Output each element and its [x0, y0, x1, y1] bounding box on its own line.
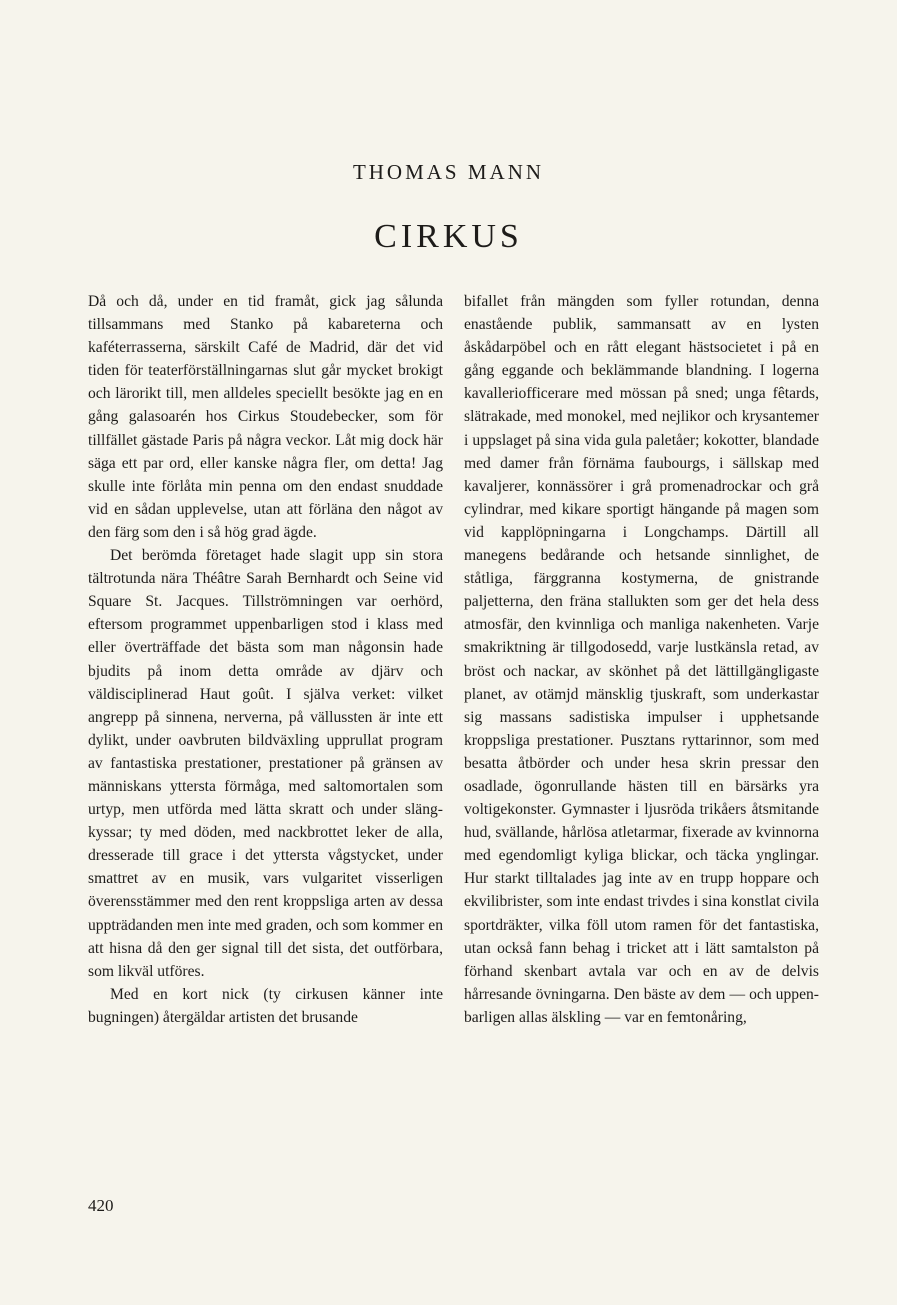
- paragraph: Då och då, under en tid framåt, gick jag sålunda tillsammans med Stanko på kabareterna och kaféterrasserna, särskilt Café de Madrid, där det vid tiden för teaterförställningarnas slut går mycket brokigt och lärorikt till, men alldeles speciellt besökte jag en en gång galasoarén hos Cirkus Stoudebecker, som för tillfället gästade Paris på några veckor. Låt mig dock här säga ett par ord, eller kanske några fler, om detta! Jag skulle inte förlåta min penna om den endast snuddade vid en sådan upplevelse, utan att förläna den något av den färg som den i så hög grad ägde.: [88, 293, 443, 541]
- author-name: THOMAS MANN: [352, 160, 545, 184]
- chapter-title: CIRKUS: [374, 218, 523, 255]
- paragraph: Det berömda företaget hade slagit upp sin stora tältrotunda nära Théâtre Sarah Bernhardt och Seine vid Square St. Jacques. Tillströmningen var oerhörd, eftersom programmet uppenbarligen stod i klass med eller överträffade det bästa som man någonsin hade bjudits på inom detta område av djärv och väldisciplinerad Haut goût. I själva verket: vilket angrepp på sinnena, nerverna, på vällussten är inte ett dylikt, under oavbruten bildväxling upprullat program av fantastiska prestationer, prestationer på gränsen av människans yttersta förmåga, med saltomortalen som urtyp, men utförda med lätta skratt och under slängkyssar; ty med döden, med nackbrottet leker de alla, dresserade till grace i det yttersta vågstycket, under smattret av en musik, vars vulgaritet visserligen överensstämmer med den rent kroppsliga arten av dessa uppträdanden men inte med graden, och som kommer en att hisna då den ger signal till det sista, det outförbara, som likväl utföres.: [88, 547, 443, 980]
- paragraph: bifallet från mängden som fyller rotundan, denna enastående publik, sammansatt av en lysten åskådarpöbel och en rått elegant hästsocietet i på en gång eggande och beklämmande blandning. I logerna kavalleriofficerare med mössan på sned; unga fêtards, slätrakade, med monokel, med nejlikor och krysantemer i uppslaget på sina vida gula paletåer; kokotter, blandade med damer från förnäma faubourgs, i sällskap med kavaljerer, konnässörer i grå promenadrockar och grå cylindrar, med kikare sportigt hängande på magen som vid kapplöpningarna i Longchamps. Därtill all manegens bedårande och hetsande sinnlighet, de ståtliga, färggranna kostymerna, de gnistrande paljetterna, den fräna stallukten som ger det hela dess atmosfär, den kvinnliga och manliga nakenheten. Varje smakriktning är tillgodosedd, varje lustkänsla retad, av bröst och nackar, av skönhet på det lättillgängligaste planet, av otämjd mänsklig tjuskraft, som underkastar sig massans sadistiska impulser i upphetsande kroppsliga prestationer. Pusztans ryttarinnor, som med besatta åtbörder och under hesa skrin pressar den osadlade, ögonrullande hästen till en bärsärks yra voltigekonster. Gymnaster i ljusröda trikåers åtsmitande hud, svällande, hårlösa atletarmar, fixerade av kvinnorna med egendomligt kyliga blickar, och täcka ynglingar. Hur starkt tilltalades jag inte av en trupp hoppare och ekvilibrister, som inte endast trivdes i sina konstlat civila sportdräkter, vilka föll utom ramen för det fantastiska, utan också fann behag i tricket att i lätt samtalston på förhand skenbart avtala var och en av de delvis hårresande övningarna. Den bäste av dem — och uppenbarligen allas älskling — var en femtonåring,: [464, 293, 819, 1026]
- page-number: 420: [88, 1196, 114, 1215]
- text-column-left: [88, 290, 443, 1029]
- text-column-right: [464, 290, 819, 1029]
- paragraph: Med en kort nick (ty cirkusen känner inte bugningen) återgäldar artisten det brusande: [88, 985, 443, 1026]
